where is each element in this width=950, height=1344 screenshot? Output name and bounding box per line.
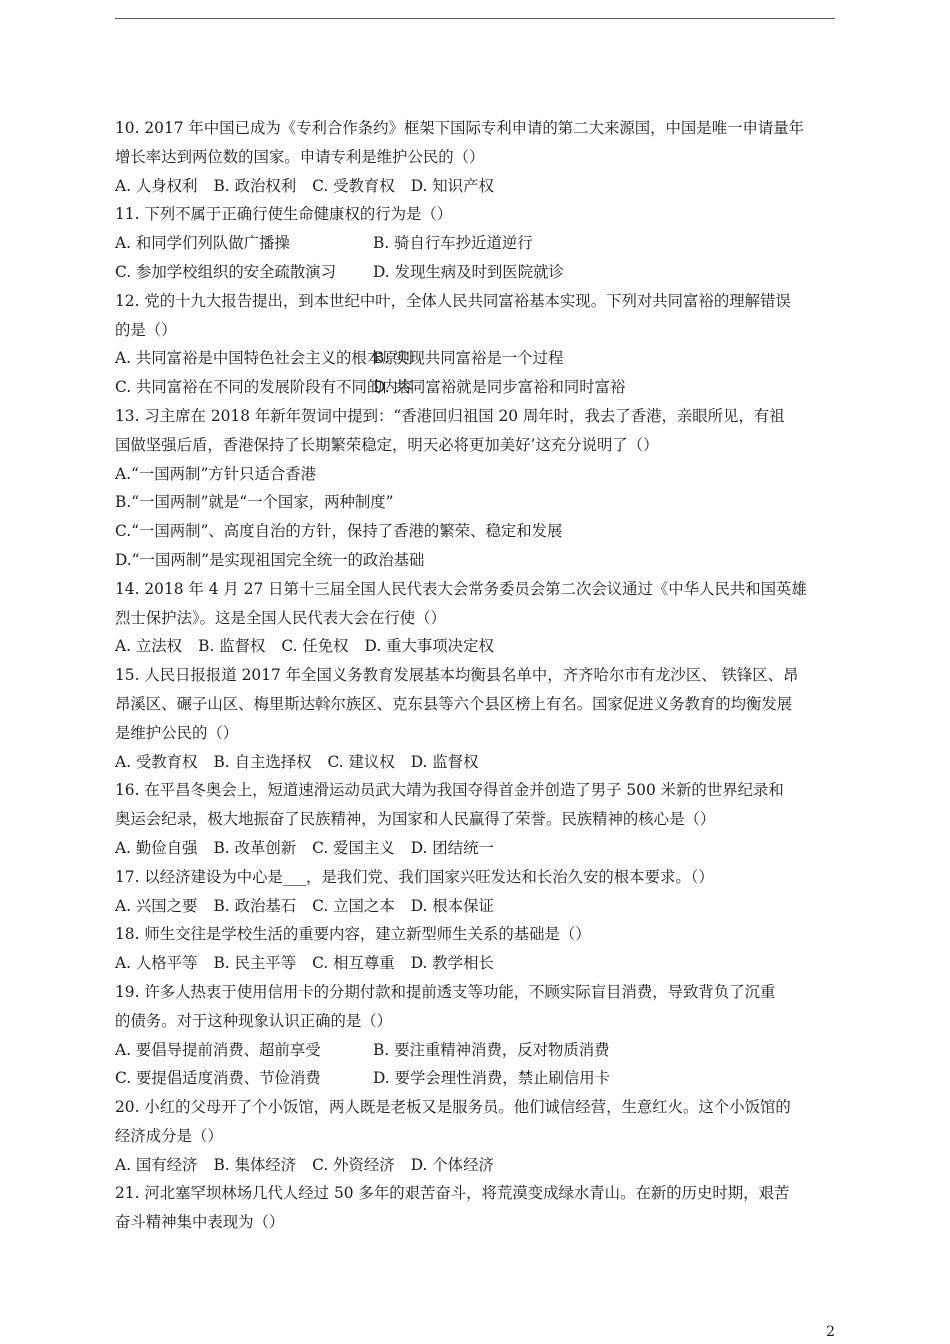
answer-option: A.“一国两制”方针只适合香港 — [115, 464, 317, 483]
question-stem-line: 13. 习主席在 2018 年新年贺词中提到：“香港回归祖国 20 周年时，我去了香港，亲眼所见，有祖 — [115, 406, 785, 425]
answer-option: C. 要提倡适度消费、节俭消费 — [115, 1069, 321, 1088]
answer-option: A. 要倡导提前消费、超前享受 — [115, 1040, 321, 1059]
question-stem-line: 20. 小红的父母开了个小饭馆，两人既是老板又是服务员。他们诚信经营，生意红火。这个小饭馆的 — [115, 1098, 791, 1117]
answer-option: C. 爱国主义 — [312, 838, 395, 857]
option-row — [115, 949, 837, 978]
option-row — [115, 834, 837, 863]
answer-option: A. 国有经济 — [115, 1155, 198, 1174]
question — [115, 1093, 837, 1179]
question-stem-line: 奥运会纪录，极大地振奋了民族精神，为国家和人民赢得了荣誉。民族精神的核心是（） — [115, 810, 716, 829]
answer-option: A. 人身权利 — [115, 176, 198, 195]
answer-option: D. 共同富裕就是同步富裕和同时富裕 — [373, 378, 626, 397]
answer-option: C.“一国两制”、高度自治的方针，保持了香港的繁荣、稳定和发展 — [115, 522, 563, 541]
question-stem-line: 是维护公民的（） — [115, 723, 239, 742]
question-stem-line: 16. 在平昌冬奥会上，短道速滑运动员武大靖为我国夺得首金并创造了男子 500 米新的世界纪录和 — [115, 781, 784, 800]
option-row — [115, 892, 837, 921]
question-stem-line: 11. 下列不属于正确行使生命健康权的行为是（） — [115, 205, 453, 224]
answer-option: C. 参加学校组织的安全疏散演习 — [115, 262, 337, 281]
answer-option: D. 个体经济 — [410, 1155, 494, 1174]
answer-option: C. 外资经济 — [312, 1155, 395, 1174]
question-stem-line: 15. 人民日报报道 2017 年全国义务教育发展基本均衡县名单中，齐齐哈尔市有龙沙区、 铁锋区、昂 — [115, 666, 799, 685]
option-row — [115, 488, 837, 517]
question-stem-line: 增长率达到两位数的国家。申请专利是维护公民的（） — [115, 147, 485, 166]
question-stem-line: 12. 党的十九大报告提出，到本世纪中叶，全体人民共同富裕基本实现。下列对共同富裕的理解错误 — [115, 291, 791, 310]
question-stem-line: 的是（） — [115, 320, 177, 339]
question — [115, 776, 837, 862]
option-row — [115, 546, 837, 575]
question-stem-line: 18. 师生交往是学校生活的重要内容，建立新型师生关系的基础是（） — [115, 925, 591, 944]
option-row — [115, 632, 837, 661]
option-row — [115, 344, 837, 373]
question-stem-line: 10. 2017 年中国已成为《专利合作条约》框架下国际专利申请的第二大来源国，中国是唯一申请量年 — [115, 119, 805, 137]
answer-option: B. 监督权 — [198, 637, 266, 656]
answer-option: B. 改革创新 — [213, 838, 297, 857]
answer-option: C. 相互尊重 — [312, 954, 395, 973]
answer-option: D. 重大事项决定权 — [364, 637, 494, 656]
question-stem-line: 国做坚强后盾，香港保持了长期繁荣稳定，明天必将更加美好’这充分说明了（） — [115, 435, 659, 454]
option-row — [115, 1151, 837, 1180]
answer-option: B. 骑自行车抄近道逆行 — [373, 234, 533, 253]
answer-option: D. 发现生病及时到医院就诊 — [373, 262, 564, 281]
option-row — [115, 1036, 837, 1065]
answer-option: A. 兴国之要 — [115, 896, 198, 915]
question — [115, 575, 837, 661]
answer-option: B. 自主选择权 — [213, 752, 312, 771]
question — [115, 114, 837, 200]
answer-option: D. 教学相长 — [410, 954, 494, 973]
answer-option: B. 集体经济 — [213, 1155, 297, 1174]
answer-option: A. 和同学们列队做广播操 — [115, 234, 290, 253]
question-stem-line: 21. 河北塞罕坝林场几代人经过 50 多年的艰苦奋斗，将荒漠变成绿水青山。在新的历史时期，艰苦 — [115, 1184, 790, 1203]
question — [115, 863, 837, 921]
answer-option: C. 立国之本 — [312, 896, 395, 915]
question-stem-line: 烈士保护法》。这是全国人民代表大会在行使（） — [115, 608, 446, 627]
question-stem-line: 昂溪区、碾子山区、梅里斯达斡尔族区、克东县等六个县区榜上有名。国家促进义务教育的均衡发展 — [115, 694, 793, 713]
option-row — [115, 172, 837, 201]
page-number: 2 — [826, 1324, 835, 1340]
answer-option: C. 共同富裕在不同的发展阶段有不同的内容 — [115, 378, 414, 397]
question — [115, 661, 837, 776]
answer-option: C. 任免权 — [281, 637, 349, 656]
question-stem-line: 经济成分是（） — [115, 1126, 223, 1145]
question — [115, 920, 837, 978]
answer-option: D.“一国两制”是实现祖国完全统一的政治基础 — [115, 550, 425, 569]
answer-option: D. 团结统一 — [410, 838, 494, 857]
question-stem-line: 奋斗精神集中表现为（） — [115, 1213, 285, 1232]
answer-option: C. 建议权 — [327, 752, 395, 771]
option-row — [115, 258, 837, 287]
question — [115, 1179, 837, 1237]
option-row — [115, 1064, 837, 1093]
question — [115, 200, 837, 286]
answer-option: D. 监督权 — [410, 752, 479, 771]
option-row — [115, 229, 837, 258]
answer-option: C. 受教育权 — [312, 176, 395, 195]
question-stem-line: 19. 许多人热衷于使用信用卡的分期付款和提前透支等功能，不顾实际盲目消费，导致背负了沉重 — [115, 982, 776, 1001]
question — [115, 287, 837, 402]
answer-option: D. 根本保证 — [410, 896, 494, 915]
question-stem-line: 17. 以经济建设为中心是___，是我们党、我们国家兴旺发达和长治久安的根本要求。（） — [115, 867, 714, 886]
option-row — [115, 373, 837, 402]
answer-option: B. 政治权利 — [213, 176, 297, 195]
answer-option: A. 人格平等 — [115, 954, 198, 973]
answer-option: D. 知识产权 — [410, 176, 494, 195]
answer-option: B.“一国两制”就是“一个国家，两种制度” — [115, 493, 394, 512]
answer-option: B. 实现共同富裕是一个过程 — [373, 349, 564, 368]
answer-option: B. 民主平等 — [213, 954, 297, 973]
question-stem-line: 14. 2018 年 4 月 27 日第十三届全国人民代表大会常务委员会第二次会议通过《中华人民共和国英雄 — [115, 579, 807, 598]
answer-option: D. 要学会理性消费，禁止刷信用卡 — [373, 1069, 611, 1088]
question — [115, 978, 837, 1093]
question-list — [115, 114, 837, 1237]
option-row — [115, 460, 837, 489]
answer-option: A. 勤俭自强 — [115, 838, 198, 857]
option-row — [115, 748, 837, 777]
answer-option: A. 受教育权 — [115, 752, 198, 771]
answer-option: A. 共同富裕是中国特色社会主义的根本原则 — [115, 349, 413, 368]
answer-option: B. 要注重精神消费，反对物质消费 — [373, 1040, 610, 1059]
question — [115, 402, 837, 575]
question-stem-line: 的债务。对于这种现象认识正确的是（） — [115, 1011, 393, 1030]
answer-option: B. 政治基石 — [213, 896, 297, 915]
option-row — [115, 517, 837, 546]
header-rule — [115, 18, 835, 19]
answer-option: A. 立法权 — [115, 637, 183, 656]
